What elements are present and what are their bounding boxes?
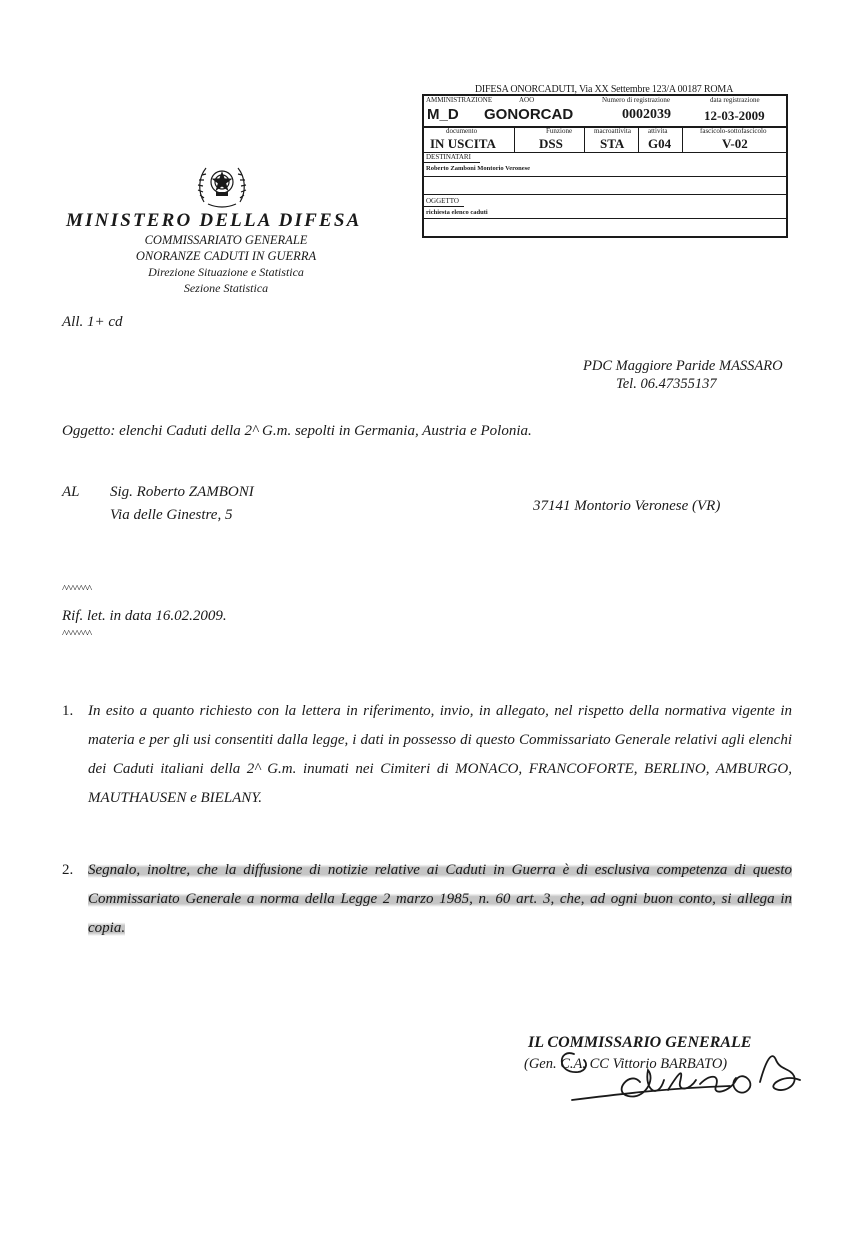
stamp-label-aoo: AOO bbox=[519, 96, 535, 104]
subject-line: Oggetto: elenchi Caduti della 2^ G.m. sepolti in Germania, Austria e Polonia. bbox=[62, 423, 532, 439]
protocol-stamp bbox=[420, 84, 788, 236]
stamp-value-funzione: DSS bbox=[539, 136, 563, 151]
pdc-tel: Tel. 06.47355137 bbox=[616, 376, 717, 392]
stamp-value-fascicolo: V-02 bbox=[722, 136, 748, 151]
stamp-label-numero: Numero di registrazione bbox=[602, 96, 671, 104]
wave-divider-bottom: ^^^^^^^ bbox=[62, 628, 92, 640]
handwritten-signature bbox=[560, 1030, 822, 1110]
stamp-label-oggetto: OGGETTO bbox=[426, 197, 459, 205]
reference-line: Rif. let. in data 16.02.2009. bbox=[62, 608, 227, 624]
stamp-value-macroattivita: STA bbox=[600, 136, 625, 151]
paragraph-1-number: 1. bbox=[62, 703, 74, 719]
pdc-name: PDC Maggiore Paride MASSARO bbox=[583, 358, 783, 374]
stamp-label-funzione: Funzione bbox=[546, 127, 573, 135]
paragraph-2-number: 2. bbox=[62, 862, 74, 878]
republic-emblem-icon bbox=[194, 158, 250, 210]
stamp-label-macroattivita: macroattivita bbox=[594, 127, 631, 135]
stamp-label-data: data registrazione bbox=[710, 96, 760, 104]
stamp-label-destinatari: DESTINATARI bbox=[426, 153, 471, 161]
attachments-note: All. 1+ cd bbox=[62, 314, 123, 330]
signature-title: IL COMMISSARIO GENERALE bbox=[528, 1034, 752, 1051]
stamp-value-destinatari: Roberto Zamboni Montorio Veronese bbox=[426, 165, 531, 172]
paragraph-1-text: In esito a quanto richiesto con la lettera in riferimento, invio, in allegato, nel rispetto della normativa vigente in materia e per gli usi consentiti dalla legge, i dati in possesso di questo Commissariato Generale relativi agli elenchi dei Caduti italiani della 2^ G.m. inumati nei Cimiteri di MONACO, FRANCOFORTE, BERLINO, AMBURGO, MAUTHAUSEN e BIELANY. bbox=[88, 703, 792, 806]
stamp-label-documento: documento bbox=[446, 127, 478, 135]
recipient-city: 37141 Montorio Veronese (VR) bbox=[533, 498, 721, 514]
stamp-value-numero: 0002039 bbox=[622, 107, 671, 122]
department-line-4: Sezione Statistica bbox=[183, 281, 269, 295]
recipient-street: Via delle Ginestre, 5 bbox=[110, 507, 233, 523]
stamp-box bbox=[422, 94, 788, 238]
paragraph-1 bbox=[62, 697, 792, 813]
recipient-prefix: AL bbox=[62, 484, 80, 500]
recipient-name: Sig. Roberto ZAMBONI bbox=[110, 484, 254, 500]
stamp-label-amministrazione: AMMINISTRAZIONE bbox=[426, 96, 493, 104]
wave-divider-top: ^^^^^^^ bbox=[62, 583, 92, 595]
stamp-value-documento: IN USCITA bbox=[430, 136, 496, 151]
stamp-value-amministrazione: M_D bbox=[427, 106, 459, 123]
stamp-label-fascicolo: fascicolo-sottofascicolo bbox=[700, 127, 767, 135]
stamp-value-attivita: G04 bbox=[648, 136, 672, 151]
stamp-value-oggetto: richiesta elenco caduti bbox=[426, 209, 488, 216]
stamp-label-attivita: attivita bbox=[648, 127, 668, 135]
department-line-3: Direzione Situazione e Statistica bbox=[148, 265, 304, 279]
stamp-value-data: 12-03-2009 bbox=[704, 108, 765, 123]
signature-name: (Gen. C.A. CC Vittorio BARBATO) bbox=[524, 1056, 728, 1072]
stamp-value-aoo: GONORCAD bbox=[484, 106, 574, 123]
department-line-1: COMMISSARIATO GENERALE bbox=[144, 233, 308, 247]
stamp-header: DIFESA ONORCADUTI, Via XX Settembre 123/A 00187 ROMA bbox=[474, 84, 734, 95]
ministry-title: MINISTERO DELLA DIFESA bbox=[66, 210, 362, 231]
department-line-2: ONORANZE CADUTI IN GUERRA bbox=[135, 249, 317, 263]
paragraph-2-text: Segnalo, inoltre, che la diffusione di notizie relative ai Caduti in Guerra è di esclusiva competenza di questo Commissariato Generale a norma della Legge 2 marzo 1985, n. 60 art. 3, che, ad ogni buon conto, si allega in copia. bbox=[88, 862, 792, 936]
paragraph-2 bbox=[62, 856, 792, 943]
